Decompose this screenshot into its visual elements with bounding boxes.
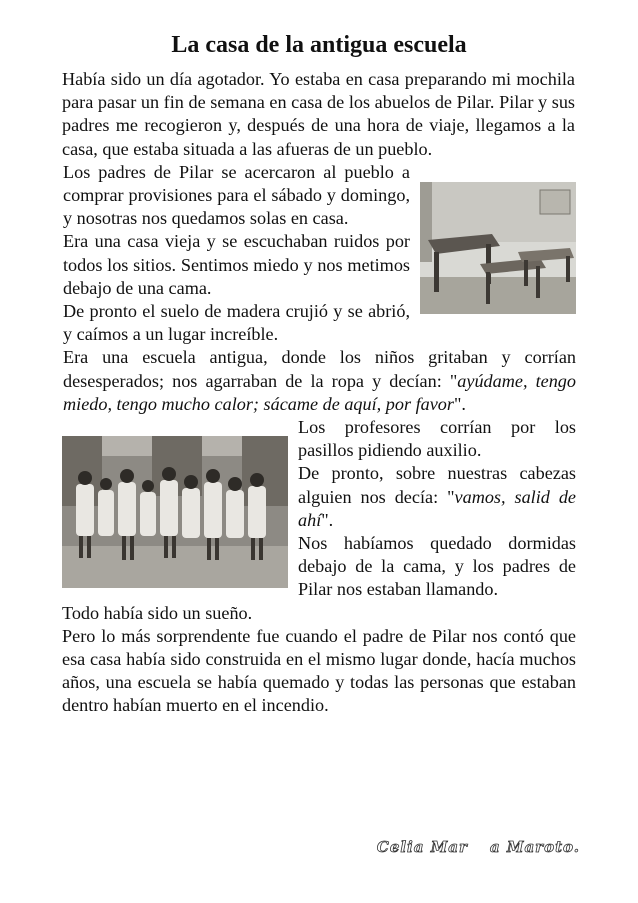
paragraph-7-end: ". [321,509,334,530]
story-body [62,68,576,718]
paragraph-1: Había sido un día agotador. Yo estaba en casa preparando mi mochila para pasar un fin de semana en casa de los abuelos de Pilar. Pilar y sus padres me recogieron y, después de una hora de viaje, llegamos a la casa, que estaba situada a las afueras de un pueblo. [62,69,575,159]
paragraph-3: Era una casa vieja y se escuchaban ruidos por todos los sitios. Sentimos miedo y nos metimos debajo de una cama. [63,231,410,298]
paragraph-10: Pero lo más sorprendente fue cuando el padre de Pilar nos contó que esa casa había sido construida en el mismo lugar donde, hacía muchos años, una escuela se había quemado y todas las personas que estaban dentro habían muerto en el incendio. [62,625,576,716]
paragraph-9: Todo había sido un sueño. [62,602,253,623]
paragraph-4: De pronto el suelo de madera crujió y se abrió, y caímos a un lugar increíble. [63,301,410,345]
page-title: La casa de la antigua escuela [171,32,467,58]
paragraph-5-quote: ayúdame, tengo miedo, tengo mucho calor; sácame de aquí, por favor [63,370,576,414]
classroom-photo [420,182,576,314]
children-photo [62,436,288,588]
paragraph-7-quote: vamos, salid de ahí [298,486,577,530]
paragraph-5-end: ". [453,393,466,414]
signature-part-2: a Maroto. [489,838,580,856]
paragraph-2: Los padres de Pilar se acercaron al pueblo a comprar provisiones para el sábado y domingo, y nosotras nos quedamos solas en casa. [63,161,410,229]
paragraph-7-text: De pronto, sobre nuestras cabezas alguien nos decía: " [298,463,576,507]
paragraph-5-text: Era una escuela antigua, donde los niños gritaban y corrían desesperados; nos agarraban de la ropa y decían: " [63,347,576,391]
paragraph-8: Nos habíamos quedado dormidas debajo de la cama, y los padres de Pilar nos estaban llamando. [298,533,576,600]
author-signature [377,838,580,856]
paragraph-6: Los profesores corrían por los pasillos pidiendo auxilio. [298,417,576,461]
signature-part-1: Celia Mar [376,838,468,856]
paragraph-5 [62,346,576,416]
